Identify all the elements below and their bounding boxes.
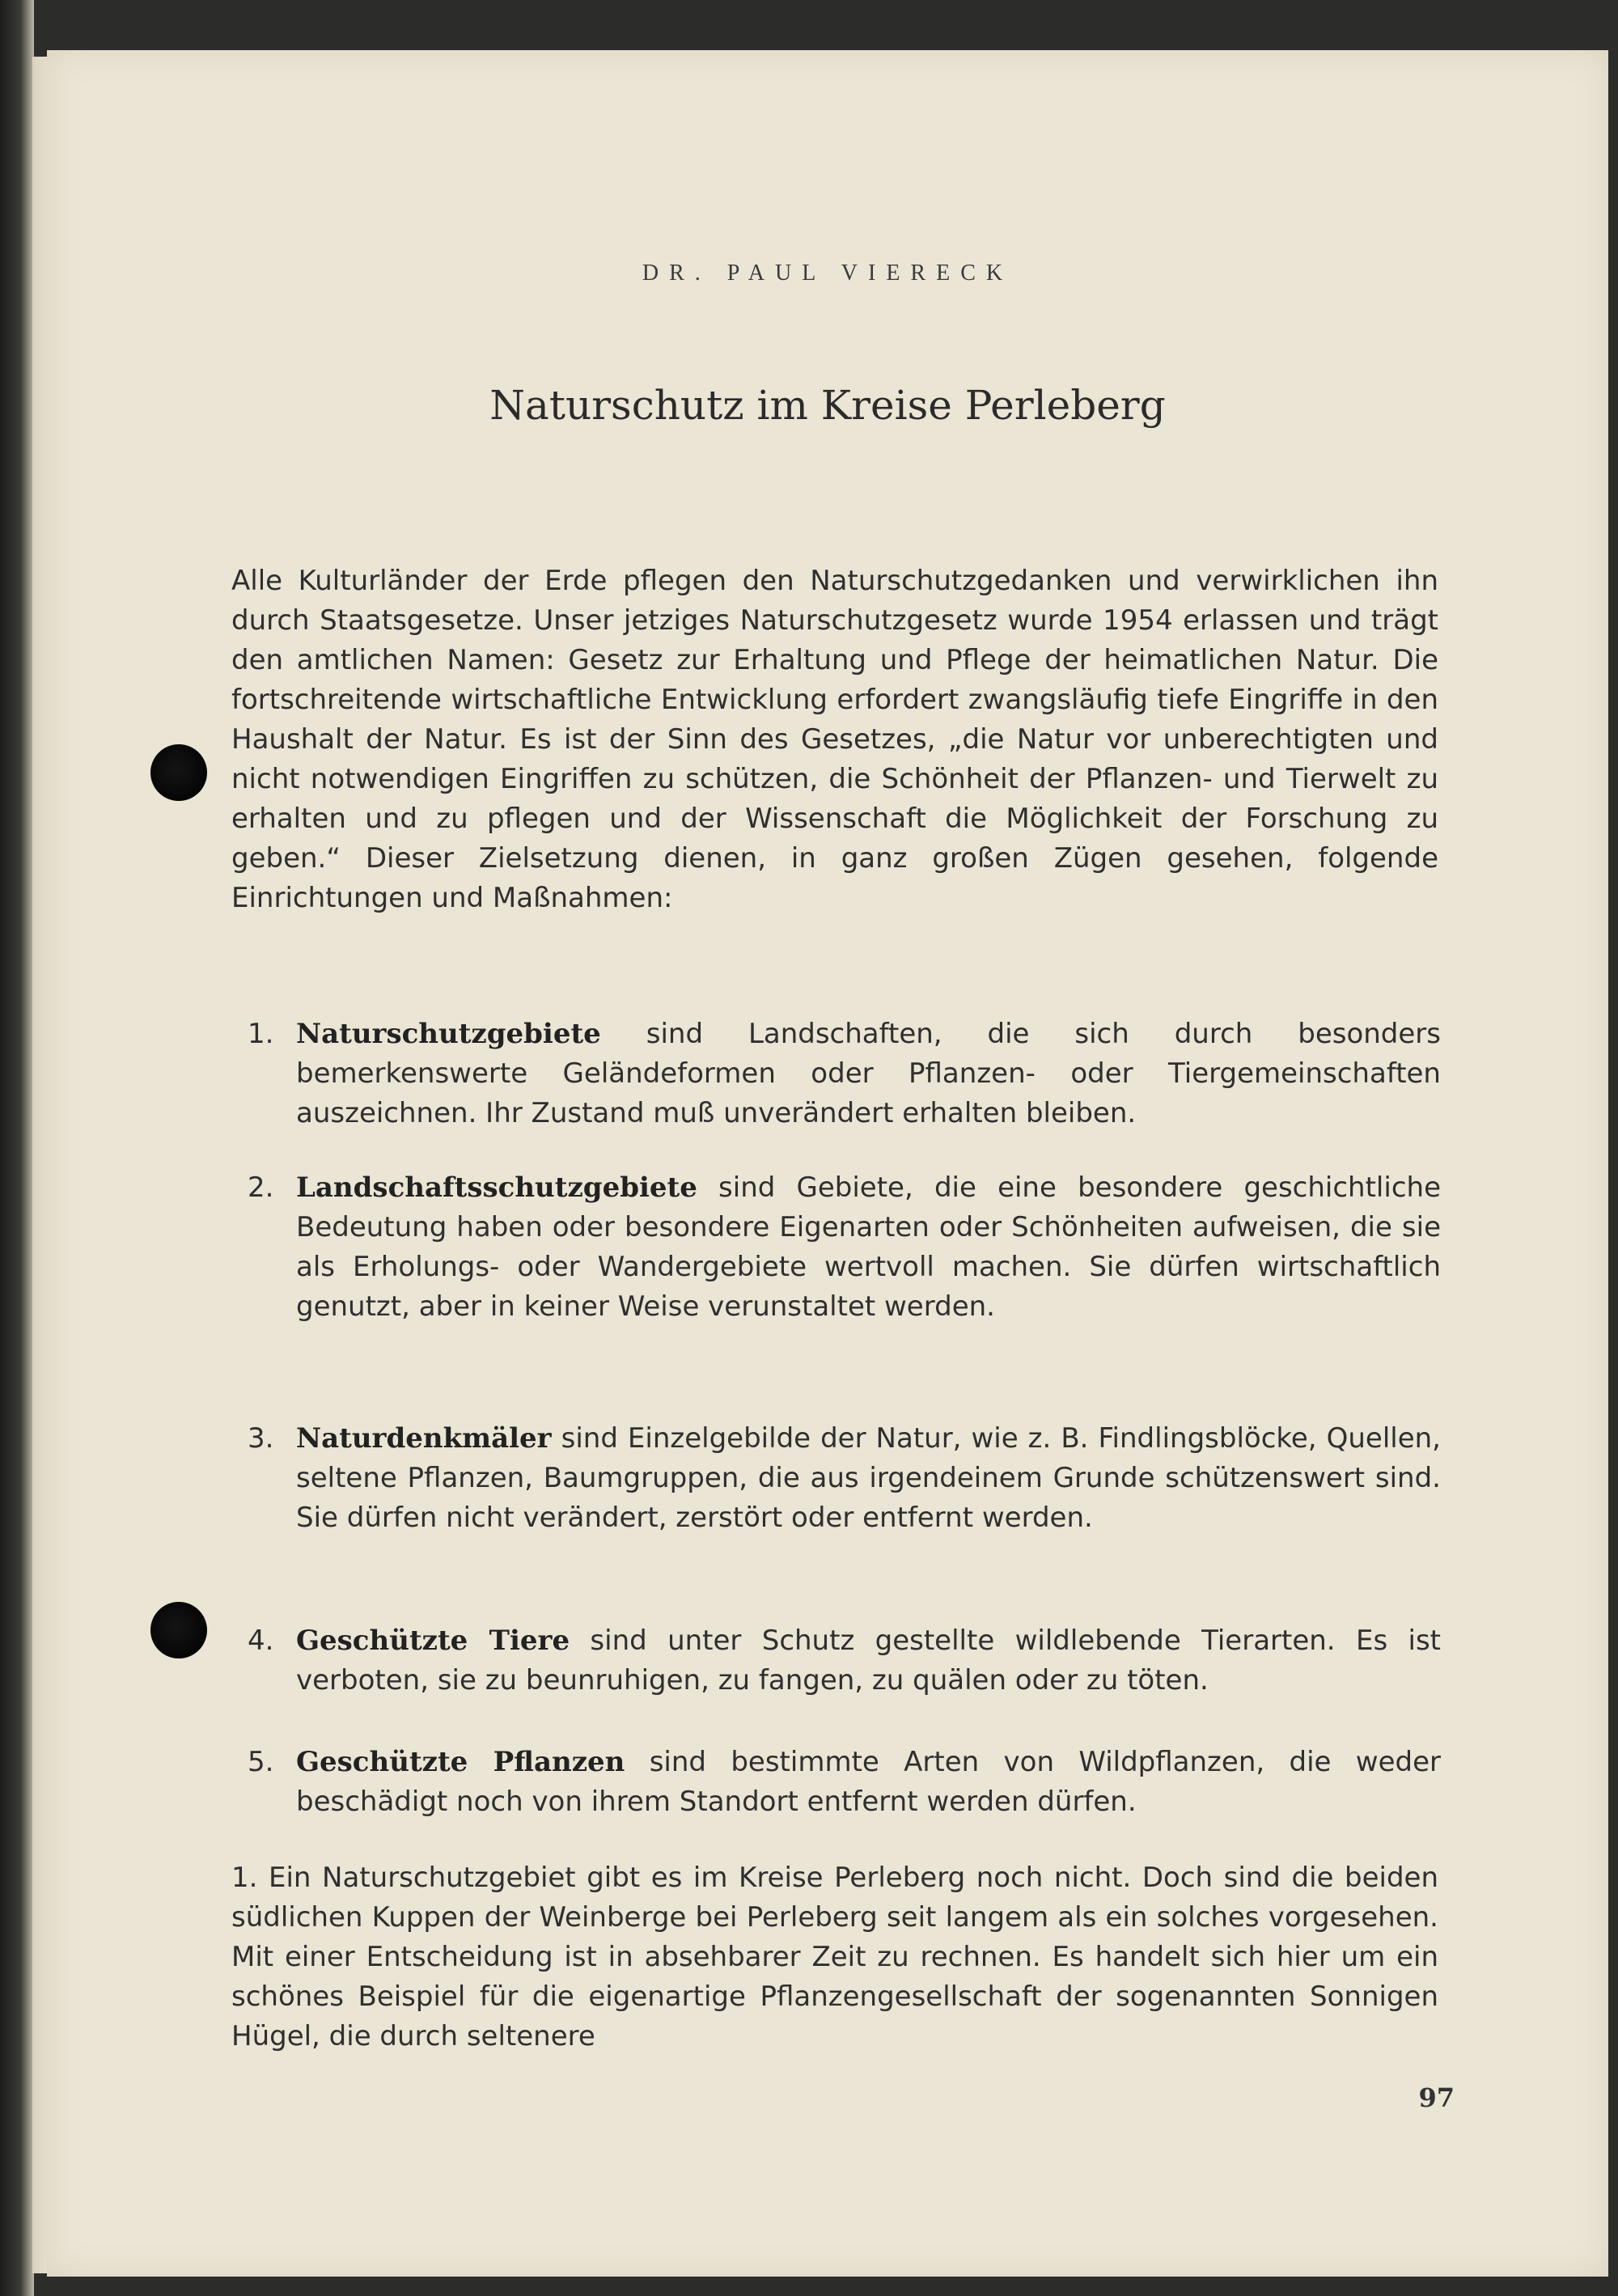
- list-item-description: sind Landschaften, die sich durch besonders bemerkenswerte Geländeformen oder Pflanzen- oder Tiergemeinschaften auszeichnen. Ihr Zustand muß unverändert erhalten bleiben.: [296, 1018, 1441, 1129]
- punch-hole: [150, 744, 207, 801]
- book-binding: [0, 0, 34, 2296]
- list-item-number: 3.: [248, 1422, 274, 1455]
- list-item-text: [296, 1015, 1441, 1133]
- list-item: [248, 1015, 1441, 1133]
- article-title: Naturschutz im Kreise Perleberg: [489, 382, 1166, 429]
- list-item: [248, 1743, 1441, 1822]
- list-item-text: [296, 1419, 1441, 1538]
- list-item-term: Naturdenkmäler: [296, 1422, 552, 1455]
- list-item-term: Geschützte Tiere: [296, 1625, 570, 1657]
- punch-hole: [150, 1602, 207, 1658]
- list-item-term: Landschaftsschutzgebiete: [296, 1171, 697, 1204]
- list-item: [248, 1419, 1441, 1538]
- list-item-number: 5.: [248, 1746, 274, 1778]
- list-item-description: sind unter Schutz gestellte wildlebende Tierarten. Es ist verboten, sie zu beunruhigen, zu fangen, zu quälen oder zu töten.: [296, 1625, 1441, 1697]
- list-item: [248, 1168, 1441, 1327]
- author-heading: DR. PAUL VIERECK: [642, 261, 1014, 286]
- list-item-text: [296, 1168, 1441, 1327]
- list-item: [248, 1621, 1441, 1701]
- book-page: [47, 50, 1608, 2277]
- list-item-term: Geschützte Pflanzen: [296, 1746, 625, 1778]
- list-item-number: 4.: [248, 1625, 274, 1657]
- list-item-number: 1.: [248, 1018, 274, 1050]
- list-item-text: [296, 1621, 1441, 1701]
- list-item-text: [296, 1743, 1441, 1822]
- intro-paragraph: Alle Kulturländer der Erde pflegen den Naturschutzgedanken und verwirklichen ihn durch Staatsgesetze. Unser jetziges Naturschutzgesetz wurde 1954 erlassen und trägt den amtlichen Namen: Gesetz zur Erhaltung und Pflege der heimatlichen Natur. Die fortschreitende wirtschaftliche Entwicklung erfordert zwangsläufig tiefe Eingriffe in den Haushalt der Natur. Es ist der Sinn des Gesetzes, „die Natur vor unberechtigten und nicht notwendigen Eingriffen zu schützen, die Schönheit der Pflanzen- und Tierwelt zu erhalten und zu pflegen und der Wissenschaft die Möglichkeit der Forschung zu geben.“ Dieser Zielsetzung dienen, in ganz großen Zügen gesehen, folgende Einrichtungen und Maßnahmen:: [231, 565, 1438, 914]
- page-number: 97: [1418, 2082, 1455, 2113]
- list-item-description: sind bestimmte Arten von Wildpflanzen, die weder beschädigt noch von ihrem Standort entfernt werden dürfen.: [296, 1746, 1441, 1818]
- list-item-number: 2.: [248, 1171, 274, 1204]
- list-item-term: Naturschutzgebiete: [296, 1018, 601, 1050]
- list-item-description: sind Einzelgebilde der Natur, wie z. B. Findlingsblöcke, Quellen, seltene Pflanzen, Baumgruppen, die aus irgendeinem Grunde schützenswert sind. Sie dürfen nicht verändert, zerstört oder entfernt werden.: [296, 1422, 1441, 1534]
- list-item-description: sind Gebiete, die eine besondere geschichtliche Bedeutung haben oder besondere Eigenarten oder Schönheiten aufweisen, die sie als Erholungs- oder Wandergebiete wertvoll machen. Sie dürfen wirtschaftlich genutzt, aber in keiner Weise verunstaltet werden.: [296, 1171, 1441, 1323]
- closing-paragraph: 1. Ein Naturschutzgebiet gibt es im Kreise Perleberg noch nicht. Doch sind die beiden südlichen Kuppen der Weinberge bei Perleberg seit langem als ein solches vorgesehen. Mit einer Entscheidung ist in absehbarer Zeit zu rechnen. Es handelt sich hier um ein schönes Beispiel für die eigenartige Pflanzengesellschaft der sogenannten Sonnigen Hügel, die durch seltenere: [231, 1862, 1438, 2052]
